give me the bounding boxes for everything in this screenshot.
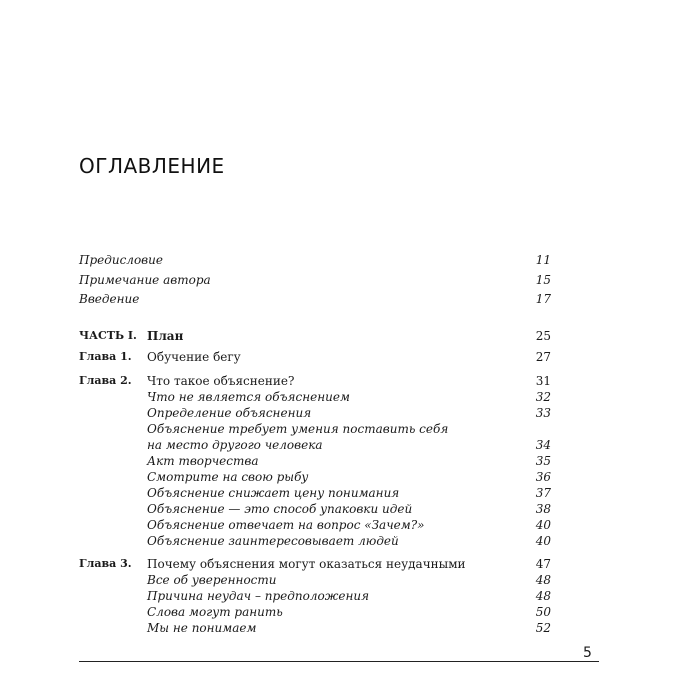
entry-page: 31 [535,374,551,388]
toc-chapter-2[interactable] [79,373,551,389]
toc-entry-author-note[interactable] [79,272,551,288]
part-label: ЧАСТЬ I. [79,329,137,342]
entry-page: 27 [535,350,551,364]
footer-rule [79,661,599,662]
entry-page: 48 [535,589,551,603]
entry-page: 47 [535,557,551,571]
entry-page: 40 [535,534,551,548]
toc-section[interactable] [79,517,551,533]
toc-section[interactable] [79,389,551,405]
section-title: Объяснение отвечает на вопрос «Зачем?» [147,518,425,532]
entry-page: 34 [535,438,551,452]
entry-title: Примечание автора [79,273,211,287]
section-title: Что не является объяснением [147,390,350,404]
section-title: Слова могут ранить [147,605,283,619]
toc-section[interactable] [79,453,551,469]
chapter-title: Обучение бегу [147,350,241,364]
entry-page: 17 [535,292,551,306]
section-title: Объяснение заинтересовывает людей [147,534,399,548]
toc-section[interactable] [79,485,551,501]
toc-section[interactable] [79,588,551,604]
entry-page: 50 [535,605,551,619]
entry-page: 25 [535,329,551,343]
toc-section[interactable] [79,620,551,636]
toc-entry-introduction[interactable] [79,291,551,307]
toc-section[interactable] [79,437,551,453]
toc-section[interactable] [79,572,551,588]
entry-page: 40 [535,518,551,532]
section-title: Объяснение снижает цену понимания [147,486,400,500]
section-title: Причина неудач – предположения [147,589,370,603]
toc-part-1[interactable] [79,328,551,344]
entry-page: 35 [535,454,551,468]
entry-page: 52 [535,621,551,635]
toc-section[interactable] [79,533,551,549]
section-title: Все об уверенности [147,573,277,587]
entry-page: 11 [535,253,551,267]
section-title: Объяснение — это способ упаковки идей [147,502,413,516]
section-title: Объяснение требует умения поставить себя [147,422,449,436]
entry-page: 33 [535,406,551,420]
page-title: ОГЛАВЛЕНИЕ [79,154,225,178]
chapter-label: Глава 3. [79,557,132,570]
section-title: на место другого человека [147,438,323,452]
chapter-title: Почему объяснения могут оказаться неудачными [147,557,466,571]
toc-section[interactable] [79,501,551,517]
toc-entry-preface[interactable] [79,252,551,268]
chapter-label: Глава 1. [79,350,132,363]
entry-title: Предисловие [79,253,163,267]
section-title: Смотрите на свою рыбу [147,470,309,484]
entry-page: 32 [535,390,551,404]
entry-page: 15 [535,273,551,287]
section-title: Определение объяснения [147,406,312,420]
section-title: Мы не понимаем [147,621,257,635]
toc-chapter-3[interactable] [79,556,551,572]
entry-page: 37 [535,486,551,500]
toc-section[interactable] [79,405,551,421]
entry-title: Введение [79,292,140,306]
part-title: План [147,329,184,343]
toc-section[interactable] [79,604,551,620]
entry-page: 48 [535,573,551,587]
entry-page: 38 [535,502,551,516]
page-number: 5 [583,645,592,661]
entry-page: 36 [535,470,551,484]
chapter-label: Глава 2. [79,374,132,387]
toc-section[interactable] [79,421,551,437]
chapter-title: Что такое объяснение? [147,374,295,388]
section-title: Акт творчества [147,454,259,468]
toc-chapter-1[interactable] [79,349,551,365]
toc-section[interactable] [79,469,551,485]
